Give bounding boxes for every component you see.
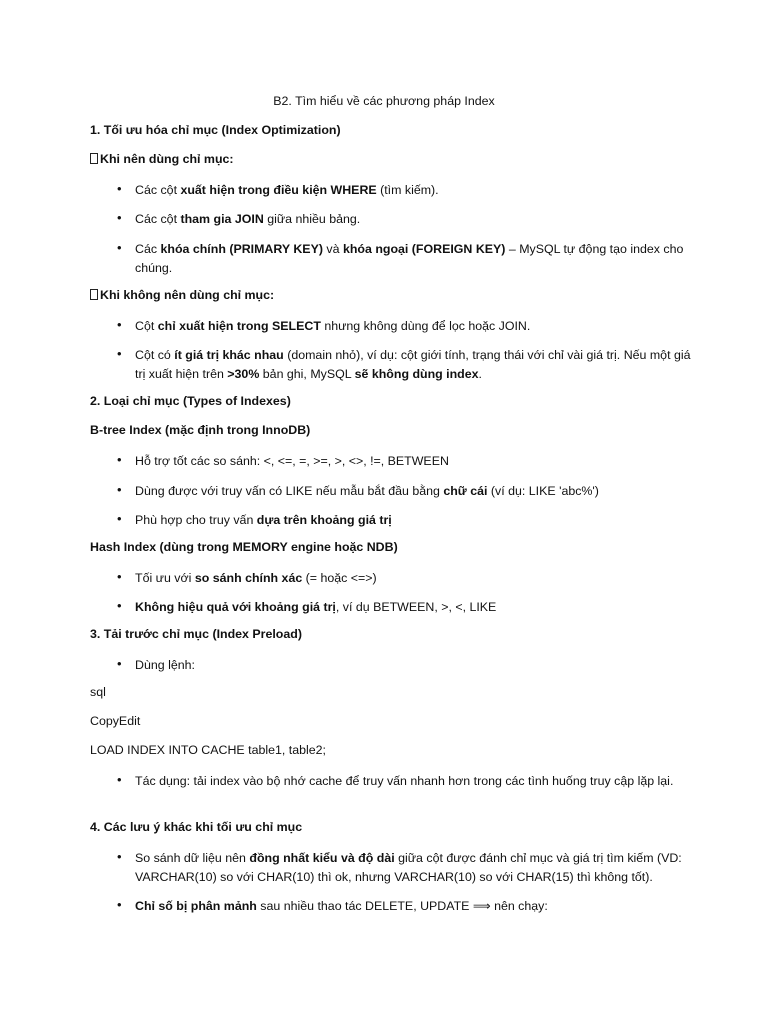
section-2-heading: 2. Loại chỉ mục (Types of Indexes) [90,394,291,408]
bullet-icon: • [117,346,122,361]
checkbox-icon [90,289,98,300]
section-3-heading: 3. Tải trước chỉ mục (Index Preload) [90,627,302,641]
bullet-icon: • [117,482,122,497]
bullet-icon: • [117,511,122,526]
when-use-label: Khi nên dùng chỉ mục: [100,152,234,166]
bullet-icon: • [117,772,122,787]
bullet-icon: • [117,317,122,332]
bullet-icon: • [117,181,122,196]
bullet-icon: • [117,452,122,467]
hash-heading: Hash Index (dùng trong MEMORY engine hoặc NDB) [90,540,398,554]
document-page: B2. Tìm hiểu về các phương pháp Index 1. Tối ưu hóa chỉ mục (Index Optimization) Khi nên dùng chỉ mục: • Các cột xuất hiện trong điều kiện WHERE (tìm kiếm). • Các cột tham gia JOIN giữa nhiều bảng. • Các khóa chính (PRIMARY KEY) và khóa ngoại (FOREIGN KEY) – MySQL tự động tạo index cho chúng. Khi không nên dùng chỉ mục: • Cột chỉ xuất hiện trong SELECT nhưng không dùng để lọc hoặc JOIN. • Cột có ít giá trị khác nhau (domain nhỏ), ví dụ: cột giới tính, trạng thái với chỉ vài giá trị. Nếu một giá trị xuất hiện trên >30% bản ghi, MySQL sẽ không dùng index. 2. Loại chỉ mục (Types of Indexes) B-tree Index (mặc định trong InnoDB) • Hỗ trợ tốt các so sánh: <, <=, =, >=, >, <>, !=, BETWEEN • Dùng được với truy vấn có LIKE nếu mẫu bắt đầu bằng chữ cái (ví dụ: LIKE 'abc%') • Phù hợp cho truy vấn dựa trên khoảng giá trị Hash Index (dùng trong MEMORY engine hoặc NDB) • Tối ưu với so sánh chính xác (= hoặc <=>) • Không hiệu quả với khoảng giá trị, ví dụ BETWEEN, >, <, LIKE 3. Tải trước chỉ mục (Index Preload) • Dùng lệnh: sql CopyEdit LOAD INDEX INTO CACHE table1, table2; • Tác dụng: tải index vào bộ nhớ cache để truy vấn nhanh hơn trong các tình huống truy cập lặp lại. 4. Các lưu ý khác khi tối ưu chỉ mục • So sánh dữ liệu nên đồng nhất kiểu và độ dài giữa cột được đánh chỉ mục và giá trị tìm kiếm (VD: VARCHAR(10) so với CHAR(10) thì ok, nhưng VARCHAR(10) so với CHAR(15) thì không tốt). • Chỉ số bị phân mảnh sau nhiều thao tác DELETE, UPDATE ⟹ nên chạy: [0,0,768,1024]
bullet-icon: • [117,849,122,864]
btree-heading: B-tree Index (mặc định trong InnoDB) [90,423,311,437]
when-use-heading [90,152,234,166]
bullet-icon: • [117,569,122,584]
bullet-icon: • [117,897,122,912]
bullet-icon: • [117,598,122,613]
copy-edit-label: CopyEdit [90,714,141,728]
code-language-label: sql [90,685,106,699]
bullet-icon: • [117,240,122,255]
checkbox-icon [90,153,98,164]
when-not-label: Khi không nên dùng chỉ mục: [100,288,275,302]
document-title: B2. Tìm hiểu về các phương pháp Index [273,94,495,108]
section-4-heading: 4. Các lưu ý khác khi tối ưu chỉ mục [90,820,303,834]
when-not-heading [90,288,274,302]
section-1-heading: 1. Tối ưu hóa chỉ mục (Index Optimization) [90,123,341,137]
bullet-icon: • [117,210,122,225]
code-line: LOAD INDEX INTO CACHE table1, table2; [90,743,326,757]
bullet-icon: • [117,656,122,671]
